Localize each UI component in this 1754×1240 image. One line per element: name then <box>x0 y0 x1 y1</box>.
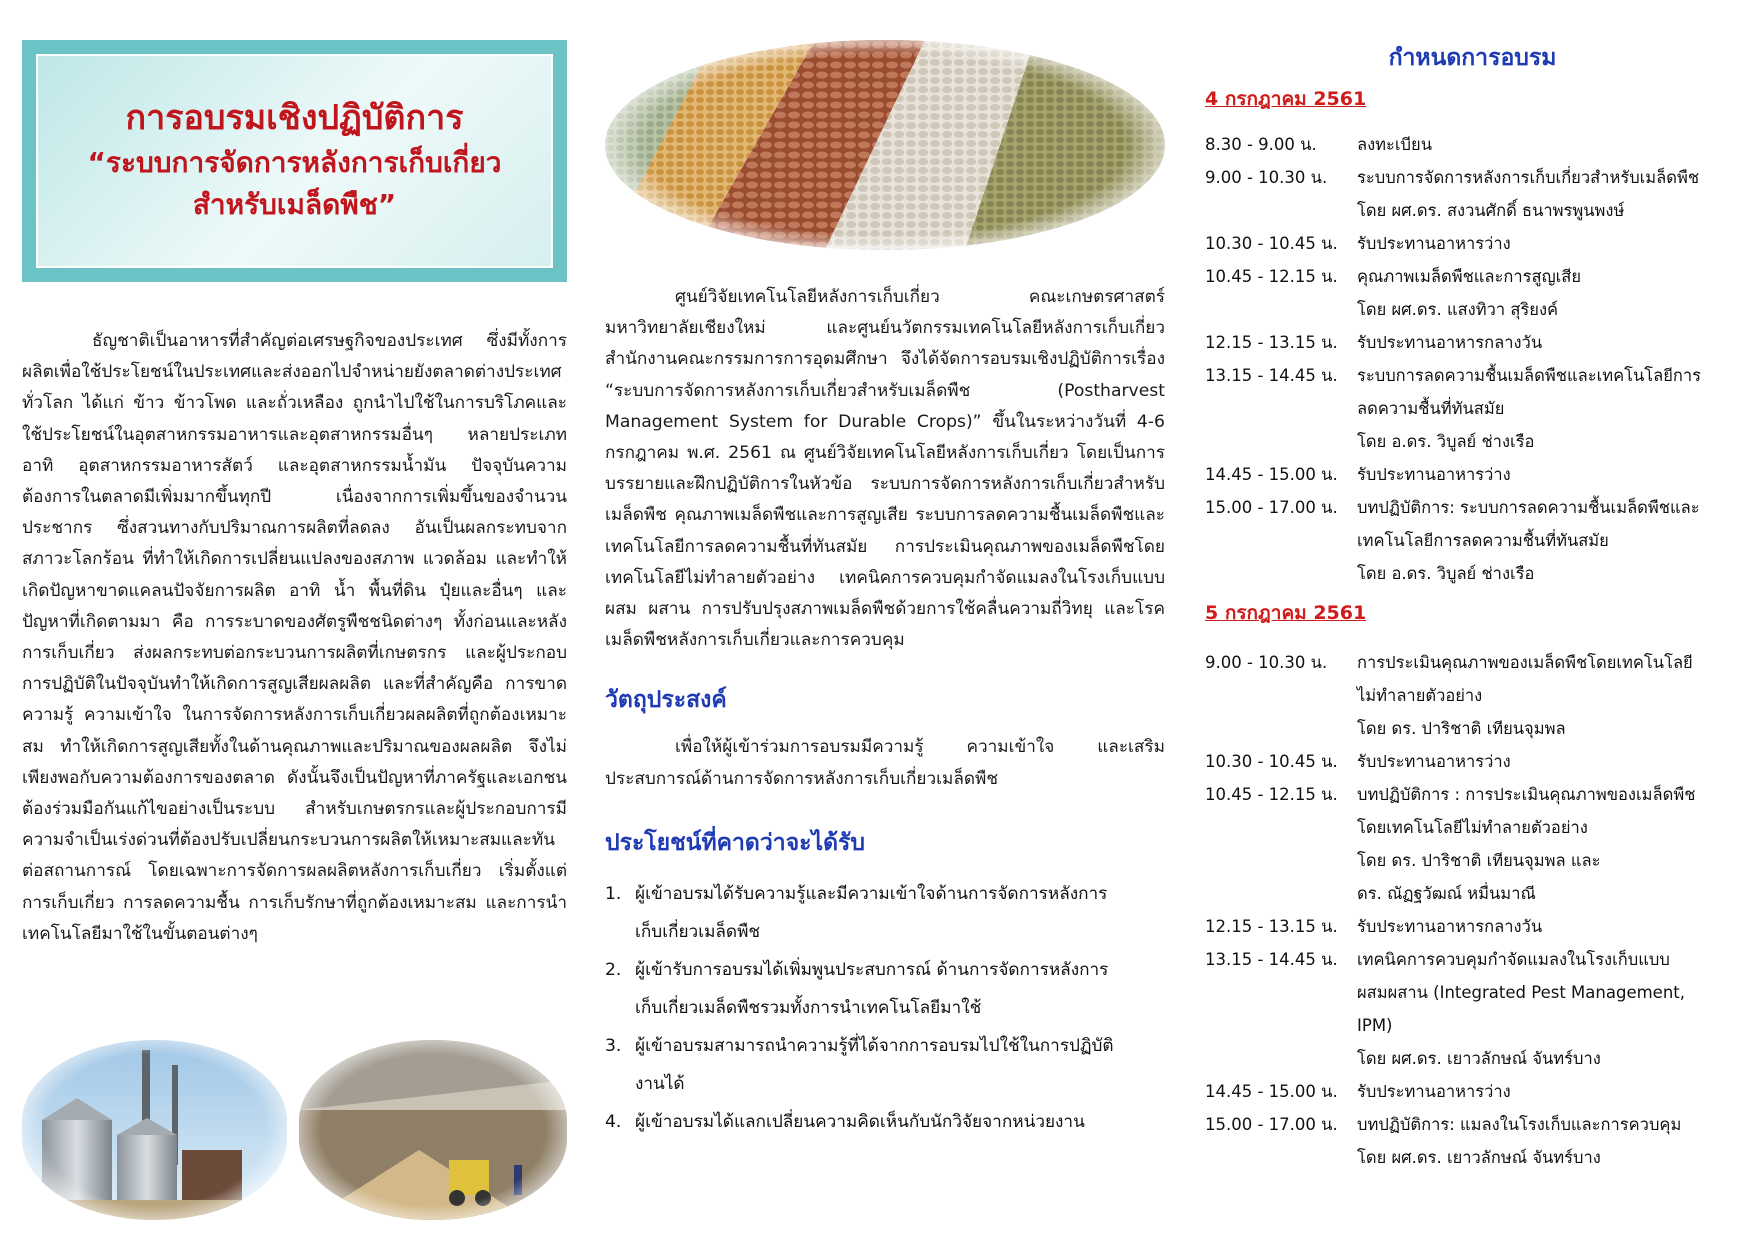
schedule-line: รับประทานอาหารว่าง <box>1357 752 1511 771</box>
schedule-description <box>1357 1075 1740 1108</box>
schedule-row <box>1205 778 1740 910</box>
schedule-row <box>1205 910 1740 943</box>
schedule-row <box>1205 646 1740 745</box>
list-item <box>605 951 1165 1027</box>
schedule-row <box>1205 161 1740 227</box>
schedule-description <box>1357 161 1740 227</box>
warehouse-photo <box>299 1040 567 1220</box>
title-inner <box>36 54 553 268</box>
schedule-line: บทปฏิบัติการ: ระบบการลดความชื้นเมล็ดพืชและ <box>1357 498 1700 517</box>
schedule-time: 14.45 - 15.00 น. <box>1205 465 1338 484</box>
list-item <box>605 875 1165 951</box>
schedule-line: บทปฏิบัติการ : การประเมินคุณภาพของเมล็ดพืช <box>1357 785 1696 804</box>
left-column <box>22 40 567 950</box>
schedule-time: 15.00 - 17.00 น. <box>1205 1115 1338 1134</box>
benefits-heading: ประโยชน์ที่คาดว่าจะได้รับ <box>605 829 865 856</box>
grain-silo-photo <box>22 1040 287 1220</box>
schedule-line: ผสมผสาน (Integrated Pest Management, <box>1357 983 1685 1002</box>
schedule-line: รับประทานอาหารว่าง <box>1357 465 1511 484</box>
middle-column <box>605 40 1165 1141</box>
schedule-description <box>1357 910 1740 943</box>
intro-paragraph: ธัญชาติเป็นอาหารที่สำคัญต่อเศรษฐกิจของประเทศ ซึ่งมีทั้งการผลิตเพื่อใช้ประโยชน์ในประเทศและส่งออกไปจำหน่ายยังตลาดต่างประเทศทั่วโลก ได้แก่ ข้าว ข้าวโพด และถั่วเหลือง ถูกนำไปใช้ในการบริโภคและใช้ประโยชน์ในอุตสาหกรรมอาหารและอุตสาหกรรมอื่นๆ หลายประเภท อาทิ อุตสาหกรรมอาหารสัตว์ และอุตสาหกรรมน้ำมัน ปัจจุบันความต้องการในตลาดมีเพิ่มมากขึ้นทุกปี เนื่องจากการเพิ่มขึ้นของจำนวนประชากร ซึ่งสวนทางกับปริมาณการผลิตที่ลดลง อันเป็นผลกระทบจากสภาวะโลกร้อน ที่ทำให้เกิดการเปลี่ยนแปลงของสภาพ แวดล้อม และทำให้เกิดปัญหาขาดแคลนปัจจัยการผลิต อาทิ น้ำ พื้นที่ดิน ปุ๋ยและอื่นๆ และปัญหาที่เกิดตามมา คือ การระบาดของศัตรูพืชชนิดต่างๆ ทั้งก่อนและหลังการเก็บเกี่ยว ส่งผลกระทบต่อกระบวนการผลิตที่เกษตรกร และผู้ประกอบการปฏิบัติในปัจจุบันทำให้เกิดการสูญเสียผลผลิต และที่สำคัญคือ การขาดความรู้ ความเข้าใจ ในการจัดการหลังการเก็บเกี่ยวผลผลิตที่ถูกต้องเหมาะสม ทำให้เกิดการสูญเสียทั้งในด้านคุณภาพและปริมาณของผลผลิต จึงไม่เพียงพอกับความต้องการของตลาด ดังนั้นจึงเป็นปัญหาที่ภาครัฐและเอกชนต้องร่วมมือกันแก้ไขอย่างเป็นระบบ สำหรับเกษตรกรและผู้ประกอบการมีความจำเป็นเร่งด่วนที่ต้องปรับเปลี่ยนกระบวนการผลิตให้เหมาะสมและทันต่อสถานการณ์ โดยเฉพาะการจัดการผลผลิตหลังการเก็บเกี่ยว เริ่มตั้งแต่ การเก็บเกี่ยว การลดความชื้น การเก็บรักษาที่ถูกต้องเหมาะสม และการนำเทคโนโลยีมาใช้ในขั้นตอนต่างๆ <box>22 331 567 944</box>
day2-date: 5 กรกฎาคม 2561 <box>1205 602 1367 624</box>
schedule-line: โดยเทคโนโลยีไม่ทำลายตัวอย่าง <box>1357 818 1588 837</box>
schedule-row <box>1205 1108 1740 1174</box>
schedule-line: โดย ดร. ปาริชาติ เทียนจุมพล <box>1357 719 1566 738</box>
schedule-row <box>1205 260 1740 326</box>
schedule-row <box>1205 128 1740 161</box>
schedule-line: การประเมินคุณภาพของเมล็ดพืชโดยเทคโนโลยี <box>1357 653 1693 672</box>
schedule-row <box>1205 359 1740 458</box>
schedule-row <box>1205 458 1740 491</box>
item-line: เก็บเกี่ยวเมล็ดพืชรวมทั้งการนำเทคโนโลยีมาใช้ <box>635 997 982 1018</box>
schedule-line: รับประทานอาหารว่าง <box>1357 1082 1511 1101</box>
objective-section <box>605 732 1165 794</box>
schedule-line: รับประทานอาหารกลางวัน <box>1357 333 1543 352</box>
schedule-description <box>1357 458 1740 491</box>
photo-strip <box>22 1040 567 1220</box>
schedule-time: 13.15 - 14.45 น. <box>1205 366 1338 385</box>
schedule-line: โดย ผศ.ดร. เยาวลักษณ์ จันทร์บาง <box>1357 1049 1601 1068</box>
organizer-section <box>605 282 1165 656</box>
schedule-line: ไม่ทำลายตัวอย่าง <box>1357 686 1483 705</box>
schedule-line: โดย ผศ.ดร. สงวนศักดิ์ ธนาพรพูนพงษ์ <box>1357 201 1625 220</box>
objective-paragraph: เพื่อให้ผู้เข้าร่วมการอบรมมีความรู้ ความเข้าใจ และเสริมประสบการณ์ด้านการจัดการหลังการเก็บเกี่ยวเมล็ดพืช <box>605 737 1165 789</box>
schedule-description <box>1357 778 1740 910</box>
day1-date: 4 กรกฎาคม 2561 <box>1205 88 1367 110</box>
schedule-line: เทคโนโลยีการลดความชื้นที่ทันสมัย <box>1357 531 1609 550</box>
schedule-line: รับประทานอาหารว่าง <box>1357 234 1511 253</box>
benefits-list <box>605 875 1165 1141</box>
objective-heading: วัตถุประสงค์ <box>605 687 727 714</box>
item-line: ผู้เข้าอบรมได้รับความรู้และมีความเข้าใจด้านการจัดการหลังการ <box>635 883 1108 904</box>
item-number: 4. <box>605 1111 622 1132</box>
schedule-row <box>1205 491 1740 590</box>
item-line: ผู้เข้ารับการอบรมได้เพิ่มพูนประสบการณ์ ด้านการจัดการหลังการ <box>635 959 1109 980</box>
schedule-time: 12.15 - 13.15 น. <box>1205 917 1338 936</box>
item-line: ผู้เข้าอบรมสามารถนำความรู้ที่ได้จากการอบรมไปใช้ในการปฏิบัติ <box>635 1035 1114 1056</box>
schedule-description <box>1357 326 1740 359</box>
schedule-line: ดร. ณัฏฐวัฒณ์ หมื่นมาณี <box>1357 884 1536 903</box>
schedule-line: โดย ดร. ปาริชาติ เทียนจุมพล และ <box>1357 851 1601 870</box>
schedule-line: ลงทะเบียน <box>1357 135 1432 154</box>
schedule-row <box>1205 745 1740 778</box>
schedule-description <box>1357 260 1740 326</box>
schedule-line: ระบบการจัดการหลังการเก็บเกี่ยวสำหรับเมล็ดพืช <box>1357 168 1700 187</box>
schedule-time: 15.00 - 17.00 น. <box>1205 498 1338 517</box>
day2-schedule <box>1205 646 1740 1174</box>
schedule-description <box>1357 646 1740 745</box>
schedule-column <box>1205 40 1740 1174</box>
schedule-description <box>1357 1108 1740 1174</box>
item-line: ผู้เข้าอบรมได้แลกเปลี่ยนความคิดเห็นกับนักวิจัยจากหน่วยงาน <box>635 1111 1085 1132</box>
schedule-line: โดย ผศ.ดร. เยาวลักษณ์ จันทร์บาง <box>1357 1148 1601 1167</box>
schedule-description <box>1357 491 1740 590</box>
schedule-line: ลดความชื้นที่ทันสมัย <box>1357 399 1505 418</box>
item-number: 3. <box>605 1035 622 1056</box>
schedule-line: โดย อ.ดร. วิบูลย์ ช่างเรือ <box>1357 432 1535 451</box>
schedule-line: เทคนิคการควบคุมกำจัดแมลงในโรงเก็บแบบ <box>1357 950 1670 969</box>
schedule-row <box>1205 943 1740 1075</box>
item-number: 1. <box>605 883 622 904</box>
schedule-description <box>1357 227 1740 260</box>
schedule-time: 10.45 - 12.15 น. <box>1205 785 1338 804</box>
schedule-line: บทปฏิบัติการ: แมลงในโรงเก็บและการควบคุม <box>1357 1115 1682 1134</box>
grain-image <box>605 40 1165 250</box>
schedule-time: 13.15 - 14.45 น. <box>1205 950 1338 969</box>
title-box <box>22 40 567 282</box>
list-item <box>605 1103 1165 1141</box>
schedule-row <box>1205 326 1740 359</box>
schedule-heading: กำหนดการอบรม <box>1388 45 1557 71</box>
schedule-description <box>1357 745 1740 778</box>
schedule-time: 14.45 - 15.00 น. <box>1205 1082 1338 1101</box>
title-line-2: “ระบบการจัดการหลังการเก็บเกี่ยว <box>87 145 502 179</box>
schedule-line: ระบบการลดความชื้นเมล็ดพืชและเทคโนโลยีการ <box>1357 366 1702 385</box>
schedule-description <box>1357 128 1740 161</box>
schedule-line: โดย ผศ.ดร. แสงทิวา สุริยงค์ <box>1357 300 1559 319</box>
day1-schedule <box>1205 128 1740 590</box>
schedule-time: 12.15 - 13.15 น. <box>1205 333 1338 352</box>
schedule-row <box>1205 1075 1740 1108</box>
schedule-row <box>1205 227 1740 260</box>
schedule-line: โดย อ.ดร. วิบูลย์ ช่างเรือ <box>1357 564 1535 583</box>
list-item <box>605 1027 1165 1103</box>
schedule-time: 9.00 - 10.30 น. <box>1205 168 1328 187</box>
schedule-time: 9.00 - 10.30 น. <box>1205 653 1328 672</box>
item-number: 2. <box>605 959 622 980</box>
title-line-3: สำหรับเมล็ดพืช” <box>192 187 397 221</box>
item-line: เก็บเกี่ยวเมล็ดพืช <box>635 921 761 942</box>
organizer-paragraph: ศูนย์วิจัยเทคโนโลยีหลังการเก็บเกี่ยว คณะเกษตรศาสตร์ มหาวิทยาลัยเชียงใหม่ และศูนย์นวัตกรรมเทคโนโลยีหลังการเก็บเกี่ยว สำนักงานคณะกรรมการการอุดมศึกษา จึงได้จัดการอบรมเชิงปฏิบัติการเรื่อง “ระบบการจัดการหลังการเก็บเกี่ยวสำหรับเมล็ดพืช (Postharvest Management System for Durable Crops)” ขึ้นในระหว่างวันที่ 4-6 กรกฎาคม พ.ศ. 2561 ณ ศูนย์วิจัยเทคโนโลยีหลังการเก็บเกี่ยว โดยเป็นการบรรยายและฝึกปฏิบัติการในหัวข้อ ระบบการจัดการหลังการเก็บเกี่ยวสำหรับเมล็ดพืช คุณภาพเมล็ดพืชและการสูญเสีย ระบบการลดความชื้นเมล็ดพืชและเทคโนโลยีการลดความชื้นที่ทันสมัย การประเมินคุณภาพของเมล็ดพืชโดยเทคโนโลยีไม่ทำลายตัวอย่าง เทคนิคการควบคุมกำจัดแมลงในโรงเก็บแบบผสม ผสาน การปรับปรุงสภาพเมล็ดพืชด้วยการใช้คลื่นความถี่วิทยุ และโรคเมล็ดพืชหลังการเก็บเกี่ยวและการควบคุม <box>605 287 1165 651</box>
schedule-line: คุณภาพเมล็ดพืชและการสูญเสีย <box>1357 267 1582 286</box>
item-line: งานได้ <box>635 1073 685 1094</box>
schedule-line: IPM) <box>1357 1016 1393 1035</box>
schedule-description <box>1357 359 1740 458</box>
title-line-1: การอบรมเชิงปฏิบัติการ <box>125 98 464 139</box>
schedule-time: 10.45 - 12.15 น. <box>1205 267 1338 286</box>
schedule-time: 10.30 - 10.45 น. <box>1205 752 1338 771</box>
schedule-time: 8.30 - 9.00 น. <box>1205 135 1317 154</box>
schedule-line: รับประทานอาหารกลางวัน <box>1357 917 1543 936</box>
schedule-description <box>1357 943 1740 1075</box>
schedule-time: 10.30 - 10.45 น. <box>1205 234 1338 253</box>
intro-section <box>22 326 567 950</box>
